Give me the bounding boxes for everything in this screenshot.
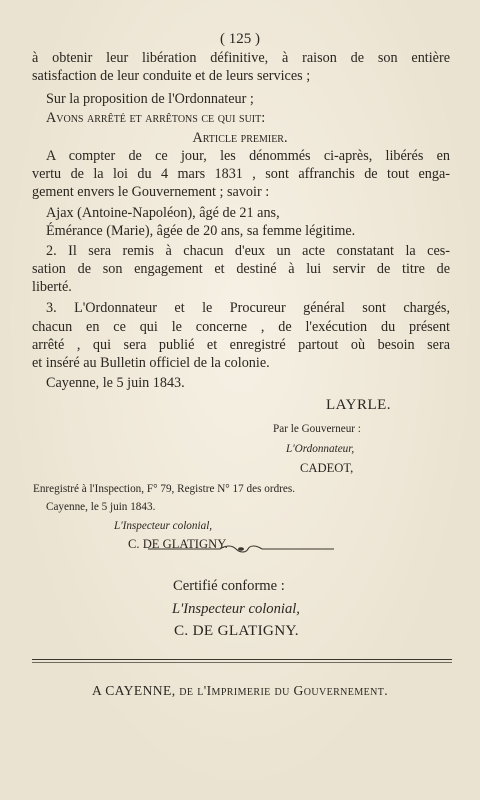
inspector-name-1: C. DE GLATIGNY.: [128, 537, 228, 551]
body-line-10: Émérance (Marie), âgée de 20 ans, sa femme légitime.: [46, 223, 356, 239]
page-number: ( 125 ): [220, 31, 260, 47]
inspector-name-2: C. DE GLATIGNY.: [174, 622, 299, 639]
ordonnateur-title: L'Ordonnateur,: [286, 443, 355, 455]
body-line-17: et inséré au Bulletin officiel de la colonie.: [32, 355, 270, 371]
ordonnateur-name: CADEOT,: [300, 461, 354, 475]
body-line-4: Avons arrêté et arrêtons ce qui suit:: [46, 110, 266, 126]
signer-name: LAYRLE.: [326, 397, 392, 413]
body-line-12: sation de son engagement et destiné à lui servir de titre de: [32, 261, 450, 277]
certified-line: Certifié conforme :: [173, 578, 285, 594]
body-line-11: 2. Il sera remis à chacun d'eux un acte constatant la ces-: [46, 243, 450, 259]
body-line-7: vertu de la loi du 4 mars 1831 , sont affranchis de tout enga-: [32, 166, 450, 182]
body-line-6: A compter de ce jour, les dénommés ci-après, libérés en: [46, 148, 450, 164]
body-line-2: satisfaction de leur conduite et de leurs services ;: [32, 68, 311, 84]
body-line-1: à obtenir leur libération définitive, à raison de son entière: [32, 50, 450, 66]
date-line: Cayenne, le 5 juin 1843.: [46, 375, 185, 391]
inspector-title-1: L'Inspecteur colonial,: [114, 520, 213, 532]
by-governor-line: Par le Gouverneur :: [273, 423, 361, 435]
body-line-16: arrêté , qui sera publié et enregistré partout où besoin sera: [32, 337, 450, 353]
ornament-divider: [148, 544, 334, 554]
body-line-3: Sur la proposition de l'Ordonnateur ;: [46, 91, 254, 107]
rule-bottom: [32, 662, 452, 663]
body-line-13: liberté.: [32, 279, 72, 295]
printer-imprint: A CAYENNE, de l'Imprimerie du Gouvernement.: [91, 683, 389, 698]
body-line-14: 3. L'Ordonnateur et le Procureur général sont chargés,: [46, 300, 450, 316]
inspector-title-2: L'Inspecteur colonial,: [172, 601, 300, 617]
body-line-15: chacun en ce qui le concerne , de l'exécution du présent: [32, 319, 450, 335]
body-line-9: Ajax (Antoine-Napoléon), âgé de 21 ans,: [46, 205, 280, 221]
article-heading: Article premier.: [192, 130, 288, 146]
registration-date: Cayenne, le 5 juin 1843.: [46, 501, 156, 513]
body-line-8: gement envers le Gouvernement ; savoir :: [32, 184, 270, 200]
registration-line: Enregistré à l'Inspection, F° 79, Registre N° 17 des ordres.: [33, 483, 296, 495]
rule-top: [32, 659, 452, 660]
